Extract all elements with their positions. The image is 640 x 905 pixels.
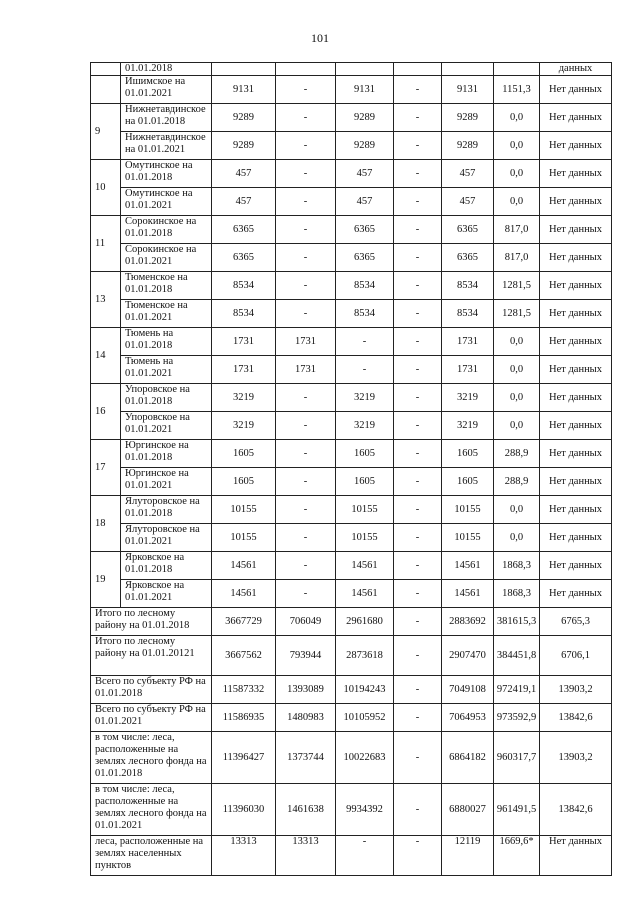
value-cell: - [394, 704, 442, 732]
table-row [91, 412, 612, 440]
table-row [91, 216, 612, 244]
value-cell: 1605 [442, 468, 494, 496]
status-cell: Нет данных [540, 524, 612, 552]
value-cell: 1393089 [276, 676, 336, 704]
value-cell: 9289 [212, 132, 276, 160]
row-name-cell: Сорокинское на 01.01.2018 [121, 216, 212, 244]
table-row [91, 552, 612, 580]
status-cell: Нет данных [540, 216, 612, 244]
value-cell: 706049 [276, 608, 336, 636]
value-cell: 1868,3 [494, 552, 540, 580]
value-cell: 1731 [442, 328, 494, 356]
value-cell: 14561 [212, 552, 276, 580]
value-cell: 1605 [212, 440, 276, 468]
value-cell: 13313 [212, 836, 276, 876]
value-cell: - [276, 188, 336, 216]
value-cell: - [394, 132, 442, 160]
value-cell: - [394, 412, 442, 440]
value-cell: - [276, 272, 336, 300]
row-name-cell: Ярковское на 01.01.2018 [121, 552, 212, 580]
value-cell: - [276, 104, 336, 132]
row-name-cell: Тюмень на 01.01.2018 [121, 328, 212, 356]
value-cell: - [394, 76, 442, 104]
row-number-cell: 10 [91, 160, 121, 216]
value-cell: - [394, 356, 442, 384]
table-row [91, 272, 612, 300]
row-name-cell: Омутинское на 01.01.2021 [121, 188, 212, 216]
value-cell: 817,0 [494, 216, 540, 244]
total-name-cell: Итого по лесному району на 01.01.2018 [91, 608, 212, 636]
value-cell: 457 [336, 160, 394, 188]
value-cell: 457 [442, 188, 494, 216]
value-cell: - [276, 160, 336, 188]
value-cell: - [394, 784, 442, 836]
value-cell: 3667562 [212, 636, 276, 676]
value-cell: - [394, 676, 442, 704]
value-cell: 2907470 [442, 636, 494, 676]
row-number-cell: 17 [91, 440, 121, 496]
value-cell: 1151,3 [494, 76, 540, 104]
table-row-continued [91, 63, 612, 76]
value-cell: 0,0 [494, 524, 540, 552]
value-cell: - [394, 216, 442, 244]
value-cell: - [276, 76, 336, 104]
total-name-cell: Итого по лесному району на 01.01.20121 [91, 636, 212, 676]
value-cell: 457 [212, 160, 276, 188]
value-cell: - [276, 244, 336, 272]
value-cell: 13903,2 [540, 732, 612, 784]
value-cell: 6365 [442, 244, 494, 272]
value-cell: 1461638 [276, 784, 336, 836]
value-cell: 0,0 [494, 132, 540, 160]
value-cell [276, 63, 336, 76]
value-cell: 6365 [442, 216, 494, 244]
row-name-cell: Юргинское на 01.01.2021 [121, 468, 212, 496]
status-cell: Нет данных [540, 580, 612, 608]
value-cell: - [336, 356, 394, 384]
value-cell: 3219 [442, 384, 494, 412]
value-cell: - [394, 384, 442, 412]
row-number-cell [91, 76, 121, 104]
value-cell: - [276, 580, 336, 608]
value-cell: - [394, 328, 442, 356]
status-cell: Нет данных [540, 440, 612, 468]
status-cell: Нет данных [540, 300, 612, 328]
value-cell: 6365 [212, 244, 276, 272]
value-cell: - [276, 300, 336, 328]
row-name-cell: Упоровское на 01.01.2021 [121, 412, 212, 440]
value-cell: 1731 [276, 356, 336, 384]
status-cell: Нет данных [540, 160, 612, 188]
value-cell: 8534 [442, 272, 494, 300]
value-cell [494, 63, 540, 76]
row-name-cell: 01.01.2018 [121, 63, 212, 76]
value-cell: 1605 [212, 468, 276, 496]
value-cell: - [276, 384, 336, 412]
value-cell: 9289 [336, 132, 394, 160]
status-cell: Нет данных [540, 836, 612, 876]
value-cell: 457 [442, 160, 494, 188]
value-cell: 2883692 [442, 608, 494, 636]
value-cell: 13842,6 [540, 704, 612, 732]
value-cell: 13313 [276, 836, 336, 876]
value-cell: 3219 [336, 384, 394, 412]
total-name-cell: в том числе: леса, расположенные на землях лесного фонда на 01.01.2018 [91, 732, 212, 784]
value-cell: 1281,5 [494, 272, 540, 300]
value-cell: 0,0 [494, 496, 540, 524]
value-cell: - [394, 552, 442, 580]
value-cell: 457 [336, 188, 394, 216]
value-cell: 11587332 [212, 676, 276, 704]
table-row [91, 468, 612, 496]
value-cell: 13842,6 [540, 784, 612, 836]
row-number-cell: 16 [91, 384, 121, 440]
row-name-cell: Ялуторовское на 01.01.2018 [121, 496, 212, 524]
value-cell: - [394, 300, 442, 328]
value-cell: - [394, 608, 442, 636]
value-cell: 8534 [336, 300, 394, 328]
table-row [91, 132, 612, 160]
value-cell: 972419,1 [494, 676, 540, 704]
value-cell: 9289 [442, 104, 494, 132]
row-number-cell [91, 63, 121, 76]
table-row [91, 244, 612, 272]
value-cell: - [394, 636, 442, 676]
value-cell: 9934392 [336, 784, 394, 836]
value-cell: 9289 [212, 104, 276, 132]
status-cell: Нет данных [540, 412, 612, 440]
value-cell: - [276, 468, 336, 496]
value-cell: 6365 [336, 216, 394, 244]
value-cell: 10155 [442, 524, 494, 552]
value-cell: 0,0 [494, 356, 540, 384]
value-cell: 2961680 [336, 608, 394, 636]
value-cell: - [394, 440, 442, 468]
value-cell: 10155 [212, 496, 276, 524]
value-cell: 0,0 [494, 160, 540, 188]
value-cell: 1605 [442, 440, 494, 468]
row-name-cell: Тюменское на 01.01.2021 [121, 300, 212, 328]
table-row [91, 160, 612, 188]
row-number-cell: 11 [91, 216, 121, 272]
value-cell: 1731 [212, 356, 276, 384]
value-cell: - [394, 524, 442, 552]
table-total-row [91, 608, 612, 636]
value-cell: 1731 [212, 328, 276, 356]
row-name-cell: Нижнетавдинское на 01.01.2021 [121, 132, 212, 160]
value-cell: 6706,1 [540, 636, 612, 676]
value-cell: 1731 [442, 356, 494, 384]
value-cell: 1669,6* [494, 836, 540, 876]
status-cell: Нет данных [540, 468, 612, 496]
value-cell [336, 63, 394, 76]
row-number-cell: 13 [91, 272, 121, 328]
value-cell: 9289 [336, 104, 394, 132]
table-total-row [91, 676, 612, 704]
value-cell: - [276, 216, 336, 244]
table-row [91, 328, 612, 356]
row-name-cell: Сорокинское на 01.01.2021 [121, 244, 212, 272]
table-total-row [91, 636, 612, 676]
value-cell: 7064953 [442, 704, 494, 732]
value-cell: 817,0 [494, 244, 540, 272]
table-row [91, 580, 612, 608]
table-total-row [91, 836, 612, 876]
value-cell: 961491,5 [494, 784, 540, 836]
value-cell: 10155 [336, 524, 394, 552]
value-cell: 6365 [212, 216, 276, 244]
value-cell: 3219 [442, 412, 494, 440]
total-name-cell: Всего по субъекту РФ на 01.01.2021 [91, 704, 212, 732]
row-name-cell: Тюменское на 01.01.2018 [121, 272, 212, 300]
status-cell: Нет данных [540, 76, 612, 104]
value-cell: - [394, 732, 442, 784]
value-cell: - [394, 188, 442, 216]
status-cell: Нет данных [540, 244, 612, 272]
row-number-cell: 19 [91, 552, 121, 608]
value-cell: 793944 [276, 636, 336, 676]
value-cell: 14561 [442, 552, 494, 580]
value-cell: - [394, 496, 442, 524]
value-cell: 10155 [336, 496, 394, 524]
value-cell: - [394, 836, 442, 876]
row-number-cell: 9 [91, 104, 121, 160]
value-cell: - [276, 132, 336, 160]
value-cell: 8534 [442, 300, 494, 328]
status-cell: Нет данных [540, 552, 612, 580]
value-cell: 0,0 [494, 328, 540, 356]
value-cell: 14561 [336, 552, 394, 580]
value-cell: 14561 [212, 580, 276, 608]
value-cell: 0,0 [494, 384, 540, 412]
value-cell: 10155 [212, 524, 276, 552]
value-cell: 6880027 [442, 784, 494, 836]
status-cell: Нет данных [540, 104, 612, 132]
value-cell [394, 63, 442, 76]
row-number-cell: 14 [91, 328, 121, 384]
value-cell: 384451,8 [494, 636, 540, 676]
value-cell: 14561 [442, 580, 494, 608]
row-name-cell: Ялуторовское на 01.01.2021 [121, 524, 212, 552]
row-name-cell: Тюмень на 01.01.2021 [121, 356, 212, 384]
row-name-cell: Ярковское на 01.01.2021 [121, 580, 212, 608]
value-cell: 0,0 [494, 188, 540, 216]
value-cell: 1868,3 [494, 580, 540, 608]
row-name-cell: Омутинское на 01.01.2018 [121, 160, 212, 188]
table-total-row [91, 732, 612, 784]
value-cell: 3219 [212, 412, 276, 440]
value-cell: 13903,2 [540, 676, 612, 704]
row-name-cell: Юргинское на 01.01.2018 [121, 440, 212, 468]
total-name-cell: в том числе: леса, расположенные на землях лесного фонда на 01.01.2021 [91, 784, 212, 836]
value-cell: - [394, 244, 442, 272]
value-cell: - [276, 524, 336, 552]
value-cell: - [394, 468, 442, 496]
value-cell: 9289 [442, 132, 494, 160]
value-cell: 1605 [336, 468, 394, 496]
total-name-cell: Всего по субъекту РФ на 01.01.2018 [91, 676, 212, 704]
value-cell: - [336, 836, 394, 876]
value-cell: 10194243 [336, 676, 394, 704]
table-row [91, 104, 612, 132]
page-number: 101 [311, 31, 329, 45]
value-cell: 1480983 [276, 704, 336, 732]
value-cell: - [276, 440, 336, 468]
value-cell: 8534 [212, 272, 276, 300]
value-cell [442, 63, 494, 76]
value-cell: 381615,3 [494, 608, 540, 636]
value-cell: - [394, 580, 442, 608]
table-row [91, 524, 612, 552]
value-cell: 11586935 [212, 704, 276, 732]
value-cell: 0,0 [494, 104, 540, 132]
status-cell: Нет данных [540, 384, 612, 412]
value-cell: 3219 [212, 384, 276, 412]
value-cell: 11396427 [212, 732, 276, 784]
value-cell: 973592,9 [494, 704, 540, 732]
value-cell: 8534 [336, 272, 394, 300]
table-row [91, 440, 612, 468]
table-body [91, 63, 612, 876]
row-name-cell: Нижнетавдинское на 01.01.2018 [121, 104, 212, 132]
value-cell: - [394, 104, 442, 132]
status-cell: данных [540, 63, 612, 76]
value-cell: 288,9 [494, 468, 540, 496]
value-cell: 1281,5 [494, 300, 540, 328]
status-cell: Нет данных [540, 496, 612, 524]
value-cell: - [394, 272, 442, 300]
value-cell: 11396030 [212, 784, 276, 836]
value-cell: 12119 [442, 836, 494, 876]
value-cell: 10105952 [336, 704, 394, 732]
status-cell: Нет данных [540, 328, 612, 356]
value-cell: 1605 [336, 440, 394, 468]
value-cell: - [394, 160, 442, 188]
value-cell: 9131 [336, 76, 394, 104]
value-cell: - [276, 496, 336, 524]
value-cell: 960317,7 [494, 732, 540, 784]
value-cell: - [276, 552, 336, 580]
status-cell: Нет данных [540, 272, 612, 300]
forest-area-table [90, 62, 612, 876]
value-cell: 7049108 [442, 676, 494, 704]
table-row [91, 496, 612, 524]
value-cell: 10155 [442, 496, 494, 524]
status-cell: Нет данных [540, 132, 612, 160]
value-cell: 6365 [336, 244, 394, 272]
value-cell: 6864182 [442, 732, 494, 784]
table-total-row [91, 784, 612, 836]
table-row [91, 300, 612, 328]
value-cell: 9131 [442, 76, 494, 104]
table-row [91, 76, 612, 104]
value-cell: 10022683 [336, 732, 394, 784]
value-cell: - [336, 328, 394, 356]
value-cell: - [276, 412, 336, 440]
value-cell: 6765,3 [540, 608, 612, 636]
value-cell: 14561 [336, 580, 394, 608]
value-cell: 2873618 [336, 636, 394, 676]
status-cell: Нет данных [540, 188, 612, 216]
value-cell: 0,0 [494, 412, 540, 440]
value-cell: 3219 [336, 412, 394, 440]
total-name-cell: леса, расположенные на землях населенных пунктов [91, 836, 212, 876]
value-cell: 1731 [276, 328, 336, 356]
row-name-cell: Упоровское на 01.01.2018 [121, 384, 212, 412]
value-cell: 457 [212, 188, 276, 216]
value-cell: 288,9 [494, 440, 540, 468]
table-total-row [91, 704, 612, 732]
table-row [91, 384, 612, 412]
table-row [91, 188, 612, 216]
value-cell: 1373744 [276, 732, 336, 784]
row-name-cell: Ишимское на 01.01.2021 [121, 76, 212, 104]
table-row [91, 356, 612, 384]
value-cell: 9131 [212, 76, 276, 104]
value-cell [212, 63, 276, 76]
status-cell: Нет данных [540, 356, 612, 384]
value-cell: 3667729 [212, 608, 276, 636]
value-cell: 8534 [212, 300, 276, 328]
row-number-cell: 18 [91, 496, 121, 552]
